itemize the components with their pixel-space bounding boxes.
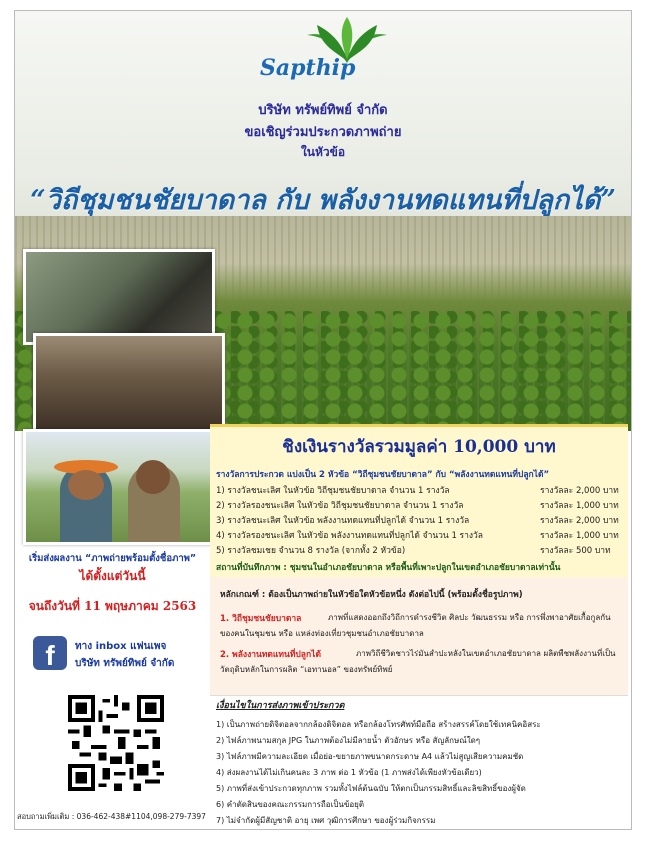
prize-row: 1) รางวัลชนะเลิศ ในหัวข้อ วิถีชุมชนชัยบาดาล จำนวน 1 รางวัล xyxy=(216,486,450,496)
condition-item: 1) เป็นภาพถ่ายดิจิตอลจากกล้องดิจิตอล หรือกล้องโทรศัพท์มือถือ สร้างสรรค์โดยใช้เทคนิคอิสระ xyxy=(216,720,541,729)
criteria-section xyxy=(210,577,628,695)
prize-amount: รางวัลละ 1,000 บาท xyxy=(540,531,619,541)
criteria-item2-desc-cont: วัตถุดิบหลักในการผลิต “เอทานอล” ของทรัพย์ทิพย์ xyxy=(220,665,393,674)
criteria-item2-desc: ภาพวิถีชีวิตชาวไร่มันสำปะหลังในเขตอำเภอชัยบาดาล ผลิตพืชพลังงานที่เป็น xyxy=(356,649,616,658)
prize-row: 3) รางวัลชนะเลิศ ในหัวข้อ พลังงานทดแทนที่ปลูกได้ จำนวน 1 รางวัล xyxy=(216,516,470,526)
prize-title: ชิงเงินรางวัลรวมมูลค่า 10,000 บาท xyxy=(282,437,556,457)
prize-row: 2) รางวัลรองชนะเลิศ ในหัวข้อ วิถีชุมชนชัยบาดาล จำนวน 1 รางวัล xyxy=(216,501,464,511)
condition-item: 4) ส่งผลงานได้ไม่เกินคนละ 3 ภาพ ต่อ 1 หัวข้อ (1 ภาพส่งได้เพียงหัวข้อเดียว) xyxy=(216,768,482,777)
conditions-section xyxy=(210,695,628,830)
company-name: บริษัท ทรัพย์ทิพย์ จำกัด xyxy=(258,103,388,118)
topic-label: ในหัวข้อ xyxy=(300,145,346,159)
submission-start: เริ่มส่งผลงาน “ภาพถ่ายพร้อมตั้งชื่อภาพ” xyxy=(28,553,197,564)
brand-logo-text: Sapthip xyxy=(260,55,356,81)
prize-amount: รางวัลละ 500 บาท xyxy=(540,546,611,556)
prize-amount: รางวัลละ 2,000 บาท xyxy=(540,516,619,526)
condition-item: 7) ไม่จำกัดผู้มีสัญชาติ อายุ เพศ วุฒิการศึกษา ของผู้ร่วมกิจกรรม xyxy=(216,816,436,825)
prize-amount: รางวัลละ 2,000 บาท xyxy=(540,486,619,496)
facebook-inbox-text[interactable]: ทาง inbox แฟนเพจ xyxy=(75,641,167,652)
facebook-page-name[interactable]: บริษัท ทรัพย์ทิพย์ จำกัด xyxy=(75,658,175,669)
prize-row: 4) รางวัลรองชนะเลิศ ในหัวข้อ พลังงานทดแทนที่ปลูกได้ จำนวน 1 รางวัล xyxy=(216,531,484,541)
condition-item: 2) ไฟล์ภาพนามสกุล JPG ในภาพต้องไม่มีลายน้ำ ตัวอักษร หรือ สัญลักษณ์ใดๆ xyxy=(216,736,481,745)
facebook-icon[interactable]: f xyxy=(33,636,67,670)
photo-venue: สถานที่บันทึกภาพ : ชุมชนในอำเภอชัยบาดาล หรือพื้นที่เพาะปลูกในเขตอำเภอชัยบาดาลเท่านั้น xyxy=(216,563,561,573)
contact-info: สอบถามเพิ่มเติม : 036-462-438#1104,098-279-7397 xyxy=(17,812,206,821)
condition-item: 3) ไฟล์ภาพมีความละเอียด เมื่อย่อ-ขยายภาพขนาดกระดาษ A4 แล้วไม่สูญเสียความคมชัด xyxy=(216,752,524,761)
condition-item: 6) คำตัดสินของคณะกรรมการถือเป็นข้อยุติ xyxy=(216,800,365,809)
prize-amount: รางวัลละ 1,000 บาท xyxy=(540,501,619,511)
invite-text: ขอเชิญร่วมประกวดภาพถ่าย xyxy=(244,125,402,140)
criteria-item2-title: 2. พลังงานทดแทนที่ปลูกได้ xyxy=(220,650,321,660)
criteria-item1-desc-cont: ของคนในชุมชน หรือ แหล่งท่องเที่ยวชุมชนอำเภอชัยบาดาล xyxy=(220,629,424,638)
prize-intro: รางวัลการประกวด แบ่งเป็น 2 หัวข้อ “วิถีชุมชนชัยบาดาล” กับ “พลังงานทดแทนที่ปลูกได้” xyxy=(216,470,550,480)
submission-deadline: จนถึงวันที่ 11 พฤษภาคม 2563 xyxy=(28,599,197,613)
community-photo-2 xyxy=(33,333,225,434)
farmers-photo xyxy=(23,429,221,545)
submission-from: ได้ตั้งแต่วันนี้ xyxy=(79,569,146,583)
community-photo-1 xyxy=(23,249,215,345)
qr-code-icon[interactable] xyxy=(68,695,164,791)
criteria-intro: หลักเกณฑ์ : ต้องเป็นภาพถ่ายในหัวข้อใดหัวข้อหนึ่ง ดังต่อไปนี้ (พร้อมตั้งชื่อรูปภาพ) xyxy=(220,590,523,600)
criteria-item1-title: 1. วิถีชุมชนชัยบาดาล xyxy=(220,614,302,624)
criteria-item1-desc: ภาพที่แสดงออกถึงวิถีการดำรงชีวิต ศิลปะ วัฒนธรรม หรือ การพึ่งพาอาศัยเกื้อกูลกัน xyxy=(328,613,611,622)
prize-row: 5) รางวัลชมเชย จำนวน 8 รางวัล (จากทั้ง 2 หัวข้อ) xyxy=(216,546,406,556)
poster xyxy=(14,10,632,830)
conditions-title: เงื่อนไขในการส่งภาพเข้าประกวด xyxy=(216,701,345,711)
prize-section xyxy=(210,424,628,577)
condition-item: 5) ภาพที่ส่งเข้าประกวดทุกภาพ รวมทั้งไฟล์ต้นฉบับ ให้ตกเป็นกรรมสิทธิ์และลิขสิทธิ์ของผู้จัด xyxy=(216,784,526,793)
contest-headline: “วิถีชุมชนชัยบาดาล กับ พลังงานทดแทนที่ปลูกได้” xyxy=(30,185,616,216)
